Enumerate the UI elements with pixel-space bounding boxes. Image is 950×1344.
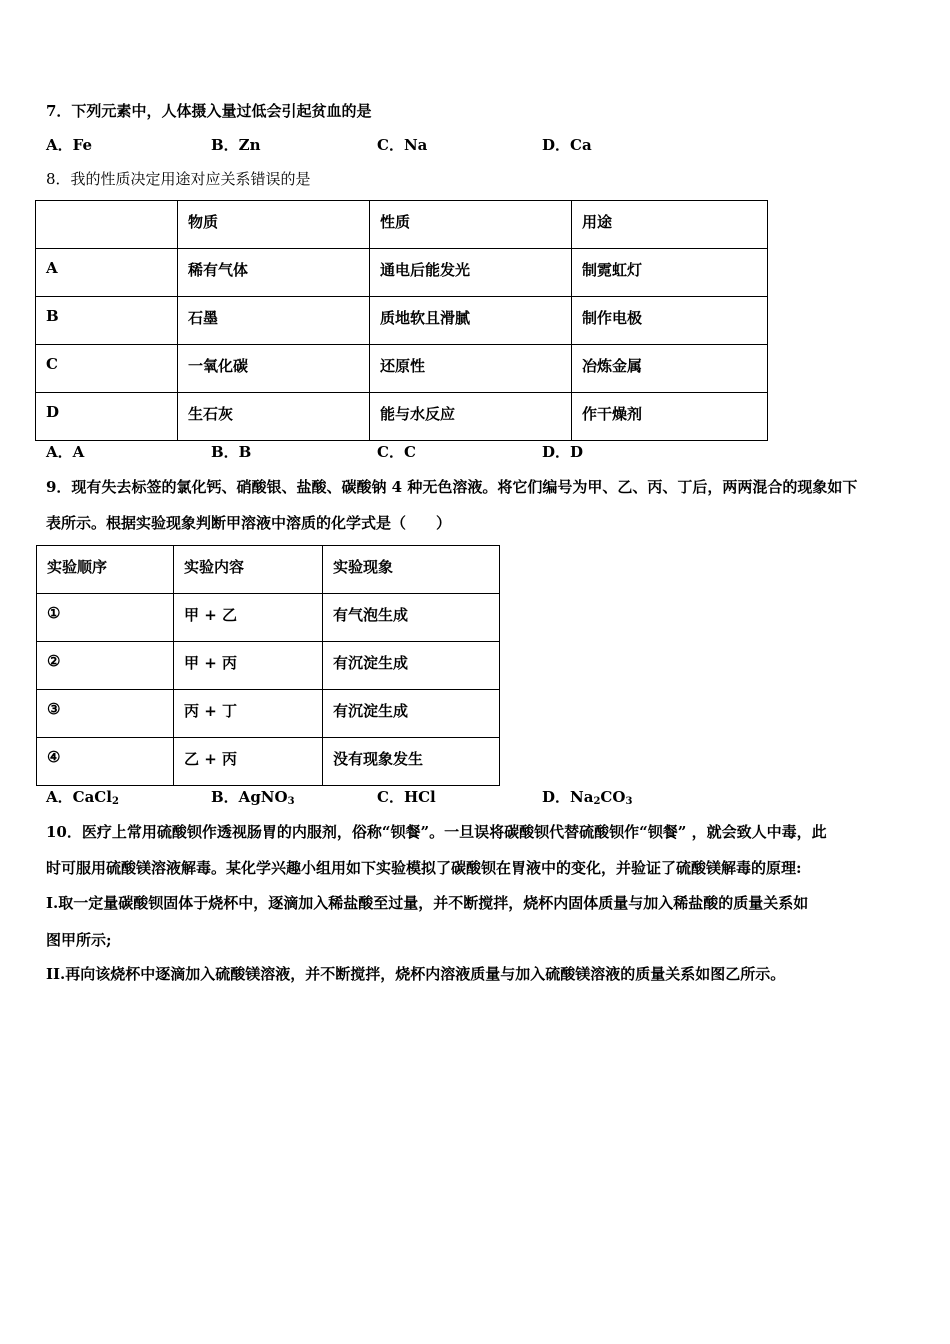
q9-cell: ① <box>37 594 174 642</box>
q8-option-b[interactable]: B．B <box>211 443 252 461</box>
q9-header-cell: 实验现象 <box>323 546 500 594</box>
q8-header-cell: 物质 <box>178 201 370 249</box>
table-row <box>37 594 500 642</box>
q7-option-a[interactable]: A．Fe <box>46 136 93 154</box>
table-row <box>37 642 500 690</box>
table-row <box>36 297 768 345</box>
q9-option-d-text: D．Na <box>542 788 594 806</box>
q9-option-a-subscript: 2 <box>111 796 119 807</box>
q8-cell: D <box>36 393 178 441</box>
q8-cell: 还原性 <box>370 345 572 393</box>
q8-stem: 8．我的性质决定用途对应关系错误的是 <box>46 170 311 188</box>
q9-cell: 乙 + 丙 <box>174 738 323 786</box>
q9-cell: 没有现象发生 <box>323 738 500 786</box>
q8-cell: 石墨 <box>178 297 370 345</box>
q9-table <box>36 545 500 786</box>
q9-option-a-text: A．CaCl <box>46 788 112 806</box>
q7-option-b[interactable]: B．Zn <box>211 136 261 154</box>
q7-stem: 7．下列元素中，人体摄入量过低会引起贫血的是 <box>46 102 372 120</box>
q9-cell: ② <box>37 642 174 690</box>
q10-line1: 10．医疗上常用硫酸钡作透视肠胃的内服剂，俗称“钡餐”。一旦误将碳酸钡代替硫酸钡作“钡餐” ，就会致人中毒，此 <box>46 823 827 841</box>
q8-option-d[interactable]: D．D <box>542 443 584 461</box>
table-row <box>37 738 500 786</box>
q9-header-cell: 实验顺序 <box>37 546 174 594</box>
q7-option-d[interactable]: D．Ca <box>542 136 592 154</box>
q8-header-cell <box>36 201 178 249</box>
q9-option-c[interactable] <box>377 787 436 807</box>
q9-option-d[interactable] <box>542 787 632 807</box>
q8-header-cell: 性质 <box>370 201 572 249</box>
q10-line4: 图甲所示; <box>46 931 112 949</box>
q8-cell: 制霓虹灯 <box>572 249 768 297</box>
q10-line5: II.再向该烧杯中逐滴加入硫酸镁溶液，并不断搅拌，烧杯内溶液质量与加入硫酸镁溶液的质量关系如图乙所示。 <box>46 965 786 983</box>
q9-cell: 有沉淀生成 <box>323 690 500 738</box>
q8-cell: 能与水反应 <box>370 393 572 441</box>
table-row <box>37 690 500 738</box>
q9-cell: 有气泡生成 <box>323 594 500 642</box>
q9-cell: 有沉淀生成 <box>323 642 500 690</box>
q9-cell: 丙 + 丁 <box>174 690 323 738</box>
q9-option-c-text: C．HCl <box>377 788 436 806</box>
q8-header-row <box>36 201 768 249</box>
q8-cell: 冶炼金属 <box>572 345 768 393</box>
q9-stem-line2: 表所示。根据实验现象判断甲溶液中溶质的化学式是（ ） <box>46 514 452 532</box>
q8-cell: 生石灰 <box>178 393 370 441</box>
q9-cell: ③ <box>37 690 174 738</box>
q9-option-b[interactable] <box>211 787 295 807</box>
q8-cell: 制作电极 <box>572 297 768 345</box>
q8-cell: A <box>36 249 178 297</box>
table-row <box>36 393 768 441</box>
q9-cell: 甲 + 丙 <box>174 642 323 690</box>
q9-option-d-text-suffix: CO <box>600 788 626 806</box>
q9-option-b-text: B．AgNO <box>211 788 288 806</box>
q9-cell: ④ <box>37 738 174 786</box>
q9-stem-line1: 9．现有失去标签的氯化钙、硝酸银、盐酸、碳酸钠 4 种无色溶液。将它们编号为甲、乙、丙、丁后，两两混合的现象如下 <box>46 478 858 496</box>
q9-option-d-subscript-2: 3 <box>625 796 633 807</box>
q8-option-c[interactable]: C．C <box>377 443 416 461</box>
q8-header-cell: 用途 <box>572 201 768 249</box>
q8-table <box>35 200 768 441</box>
q9-cell: 甲 + 乙 <box>174 594 323 642</box>
q9-option-b-subscript: 3 <box>287 796 295 807</box>
q9-header-row <box>37 546 500 594</box>
q9-option-d-subscript: 2 <box>593 796 601 807</box>
q8-cell: 稀有气体 <box>178 249 370 297</box>
q8-option-a[interactable]: A．A <box>46 443 85 461</box>
q8-cell: 作干燥剂 <box>572 393 768 441</box>
table-row <box>36 345 768 393</box>
q8-cell: 质地软且滑腻 <box>370 297 572 345</box>
q10-line3: I.取一定量碳酸钡固体于烧杯中，逐滴加入稀盐酸至过量，并不断搅拌，烧杯内固体质量与加入稀盐酸的质量关系如 <box>46 894 809 912</box>
q10-line2: 时可服用硫酸镁溶液解毒。某化学兴趣小组用如下实验模拟了碳酸钡在胃液中的变化，并验证了硫酸镁解毒的原理: <box>46 859 802 877</box>
q8-cell: C <box>36 345 178 393</box>
q8-cell: 通电后能发光 <box>370 249 572 297</box>
q9-header-cell: 实验内容 <box>174 546 323 594</box>
table-row <box>36 249 768 297</box>
q8-cell: B <box>36 297 178 345</box>
q8-cell: 一氧化碳 <box>178 345 370 393</box>
q9-option-a[interactable] <box>46 787 119 807</box>
q7-option-c[interactable]: C．Na <box>377 136 428 154</box>
